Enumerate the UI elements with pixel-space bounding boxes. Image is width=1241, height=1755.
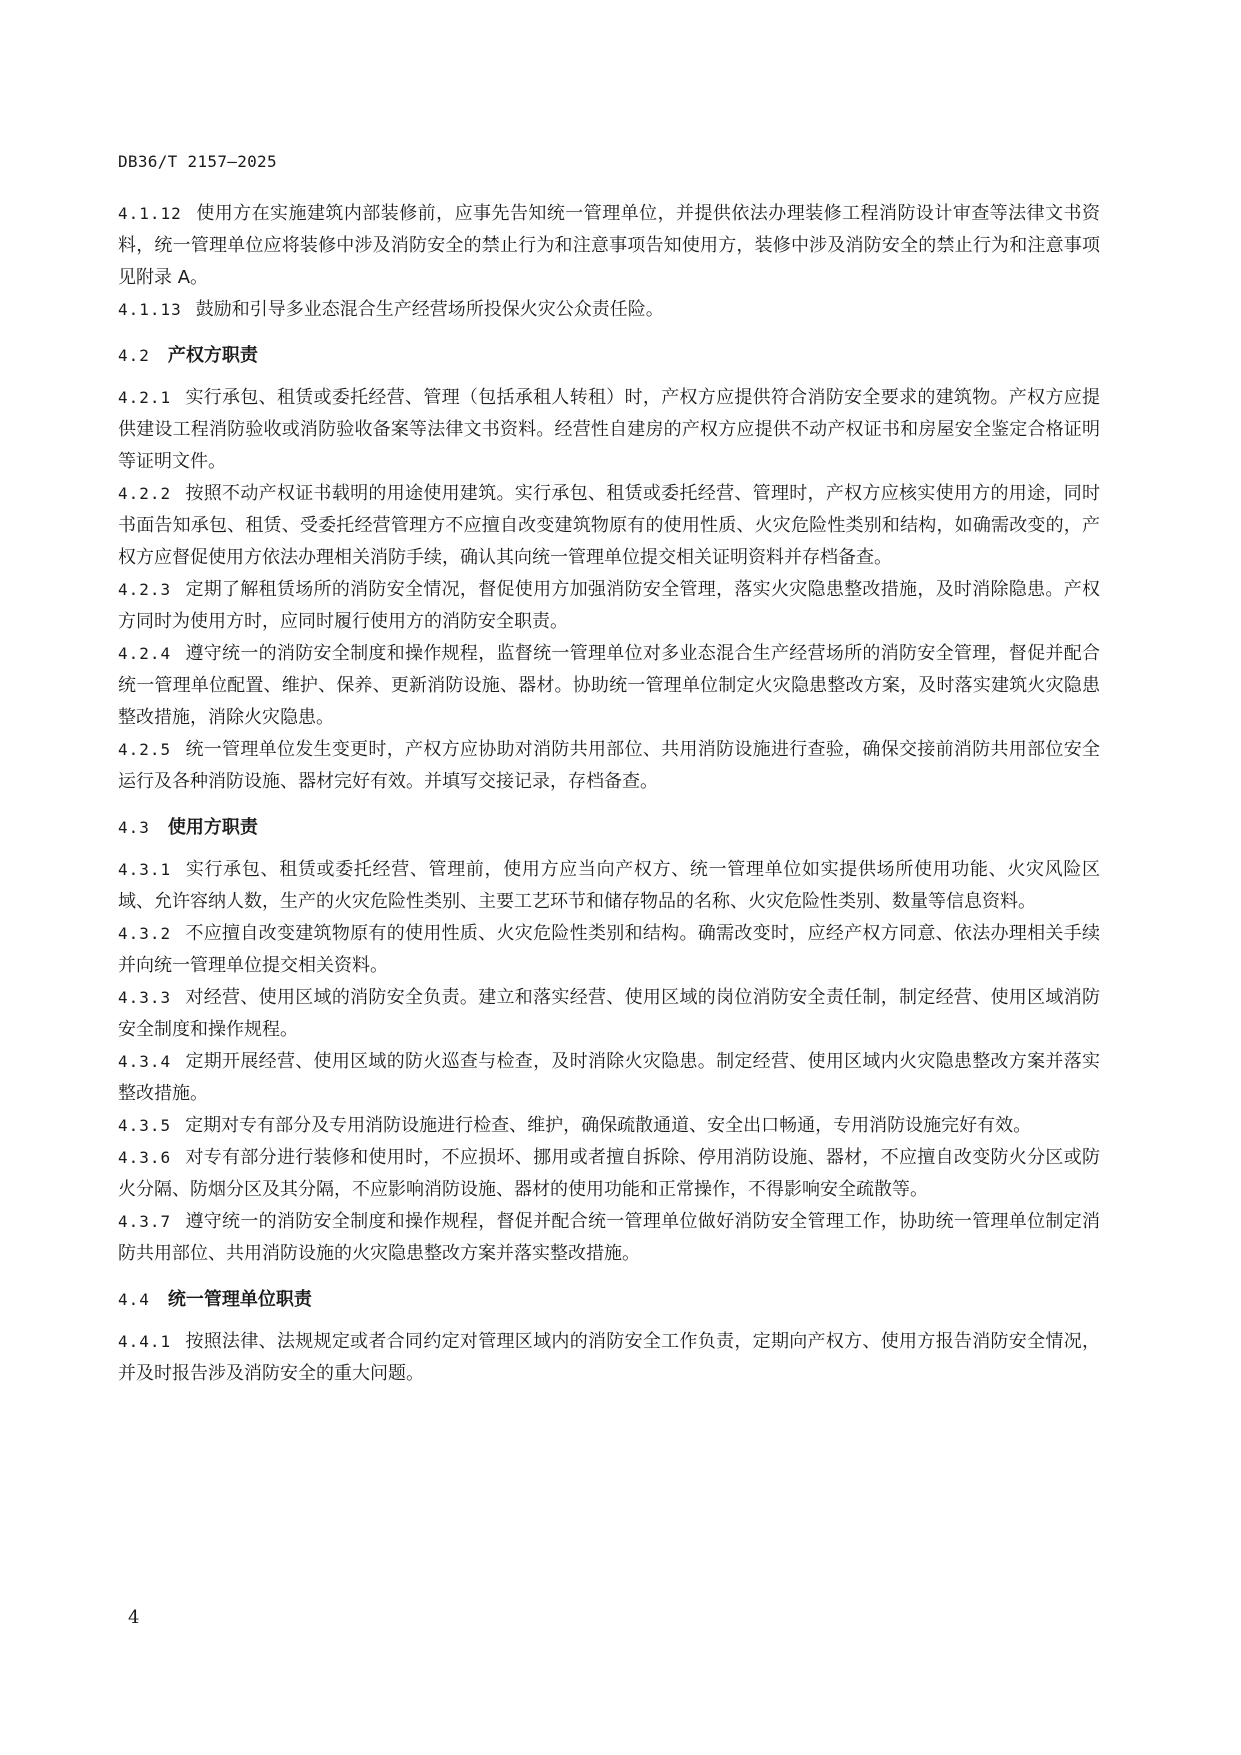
clause-4-2-4 xyxy=(118,638,1100,734)
page-number: 4 xyxy=(128,1607,140,1628)
clause-4-2-5 xyxy=(118,734,1100,798)
section-heading-4-2 xyxy=(118,340,1100,372)
clause-number: 4.3.1 xyxy=(118,860,172,879)
clause-number: 4.2.2 xyxy=(118,484,172,503)
clause-4-3-4 xyxy=(118,1046,1100,1110)
clause-text: 实行承包、租赁或委托经营、管理前，使用方应当向产权方、统一管理单位如实提供场所使用功能、火灾风险区域、允许容纳人数，生产的火灾危险性类别、主要工艺环节和储存物品的名称、火灾危险性类别、数量等信息资料。 xyxy=(118,859,1100,912)
clause-text: 遵守统一的消防安全制度和操作规程，监督统一管理单位对多业态混合生产经营场所的消防安全管理，督促并配合统一管理单位配置、维护、保养、更新消防设施、器材。协助统一管理单位制定火灾隐患整改方案，及时落实建筑火灾隐患整改措施，消除火灾隐患。 xyxy=(118,643,1100,728)
section-title: 统一管理单位职责 xyxy=(167,1289,312,1310)
clause-number: 4.1.13 xyxy=(118,300,182,319)
section-heading-4-4 xyxy=(118,1284,1100,1316)
clause-number: 4.3.7 xyxy=(118,1212,172,1231)
clause-text: 定期对专有部分及专用消防设施进行检查、维护，确保疏散通道、安全出口畅通，专用消防设施完好有效。 xyxy=(185,1115,1032,1136)
clause-number: 4.4.1 xyxy=(118,1332,172,1351)
clause-4-2-2 xyxy=(118,478,1100,574)
clause-4-2-1 xyxy=(118,382,1100,478)
clause-text: 遵守统一的消防安全制度和操作规程，督促并配合统一管理单位做好消防安全管理工作，协助统一管理单位制定消防共用部位、共用消防设施的火灾隐患整改方案并落实整改措施。 xyxy=(118,1211,1100,1264)
clause-4-3-1 xyxy=(118,854,1100,918)
clause-text: 定期开展经营、使用区域的防火巡查与检查，及时消除火灾隐患。制定经营、使用区域内火灾隐患整改方案并落实整改措施。 xyxy=(118,1051,1100,1104)
clause-number: 4.1.12 xyxy=(118,204,182,223)
clause-text: 统一管理单位发生变更时，产权方应协助对消防共用部位、共用消防设施进行查验，确保交接前消防共用部位安全运行及各种消防设施、器材完好有效。并填写交接记录，存档备查。 xyxy=(118,739,1100,792)
section-number: 4.2 xyxy=(118,346,150,365)
clause-text: 鼓励和引导多业态混合生产经营场所投保火灾公众责任险。 xyxy=(195,299,664,320)
clause-4-4-1 xyxy=(118,1326,1100,1390)
section-number: 4.4 xyxy=(118,1290,150,1309)
clause-4-3-3 xyxy=(118,982,1100,1046)
clause-text: 定期了解租赁场所的消防安全情况，督促使用方加强消防安全管理，落实火灾隐患整改措施，及时消除隐患。产权方同时为使用方时，应同时履行使用方的消防安全职责。 xyxy=(118,579,1100,632)
clause-4-3-2 xyxy=(118,918,1100,982)
clause-number: 4.3.6 xyxy=(118,1148,172,1167)
clause-number: 4.2.3 xyxy=(118,580,172,599)
clause-number: 4.2.5 xyxy=(118,740,172,759)
section-number: 4.3 xyxy=(118,818,150,837)
clause-number: 4.3.3 xyxy=(118,988,172,1007)
section-title: 使用方职责 xyxy=(167,817,258,838)
clause-text: 按照不动产权证书载明的用途使用建筑。实行承包、租赁或委托经营、管理时，产权方应核实使用方的用途，同时书面告知承包、租赁、受委托经营管理方不应擅自改变建筑物原有的使用性质、火灾危险性类别和结构，如确需改变的，产权方应督促使用方依法办理相关消防手续，确认其向统一管理单位提交相关证明资料并存档备查。 xyxy=(118,483,1100,568)
clause-4-1-12 xyxy=(118,198,1100,294)
document-body xyxy=(118,198,1100,1390)
clause-number: 4.2.4 xyxy=(118,644,172,663)
clause-number: 4.3.5 xyxy=(118,1116,172,1135)
section-heading-4-3 xyxy=(118,812,1100,844)
clause-text: 实行承包、租赁或委托经营、管理（包括承租人转租）时，产权方应提供符合消防安全要求的建筑物。产权方应提供建设工程消防验收或消防验收备案等法律文书资料。经营性自建房的产权方应提供不动产权证书和房屋安全鉴定合格证明等证明文件。 xyxy=(118,387,1100,472)
clause-text: 对经营、使用区域的消防安全负责。建立和落实经营、使用区域的岗位消防安全责任制，制定经营、使用区域消防安全制度和操作规程。 xyxy=(118,987,1100,1040)
clause-4-3-5 xyxy=(118,1110,1100,1142)
section-title: 产权方职责 xyxy=(167,345,258,366)
clause-4-1-13 xyxy=(118,294,1100,326)
clause-4-3-6 xyxy=(118,1142,1100,1206)
document-code: DB36/T 2157—2025 xyxy=(118,152,277,171)
clause-number: 4.2.1 xyxy=(118,388,172,407)
clause-text: 不应擅自改变建筑物原有的使用性质、火灾危险性类别和结构。确需改变时，应经产权方同意、依法办理相关手续并向统一管理单位提交相关资料。 xyxy=(118,923,1100,976)
clause-text: 使用方在实施建筑内部装修前，应事先告知统一管理单位，并提供依法办理装修工程消防设计审查等法律文书资料，统一管理单位应将装修中涉及消防安全的禁止行为和注意事项告知使用方，装修中涉及消防安全的禁止行为和注意事项见附录 A。 xyxy=(118,203,1100,288)
clause-number: 4.3.2 xyxy=(118,924,172,943)
clause-4-3-7 xyxy=(118,1206,1100,1270)
clause-text: 按照法律、法规规定或者合同约定对管理区域内的消防安全工作负责，定期向产权方、使用方报告消防安全情况，并及时报告涉及消防安全的重大问题。 xyxy=(118,1331,1100,1384)
clause-text: 对专有部分进行装修和使用时，不应损坏、挪用或者擅自拆除、停用消防设施、器材，不应擅自改变防火分区或防火分隔、防烟分区及其分隔，不应影响消防设施、器材的使用功能和正常操作，不得影响安全疏散等。 xyxy=(118,1147,1100,1200)
clause-number: 4.3.4 xyxy=(118,1052,172,1071)
clause-4-2-3 xyxy=(118,574,1100,638)
